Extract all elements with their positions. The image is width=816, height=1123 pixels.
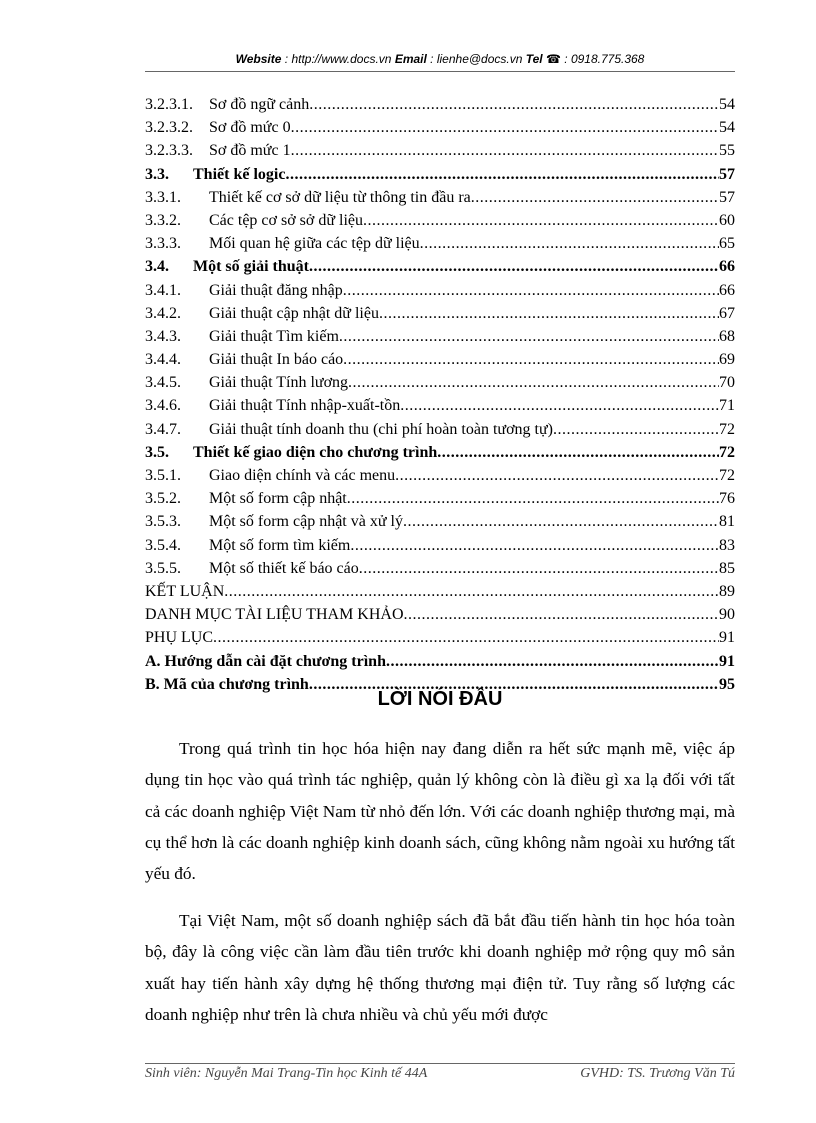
toc-entry-number: 3.4.1. [145, 281, 181, 299]
toc-dot-leader [213, 626, 719, 649]
toc-dot-leader [309, 93, 719, 116]
toc-entry-number: 3.5. [145, 443, 169, 461]
toc-entry-page: 72 [719, 467, 735, 484]
toc-entry-number: 3.3.1. [145, 188, 181, 206]
toc-dot-leader [471, 186, 719, 209]
toc-entry-page: 66 [719, 258, 735, 276]
toc-entry-title: Giải thuật đăng nhập [209, 281, 343, 299]
toc-entry-page: 71 [719, 397, 735, 415]
tel-value: : 0918.775.368 [560, 52, 645, 66]
page-footer [145, 1066, 735, 1082]
toc-entry-page: 83 [719, 536, 735, 554]
toc-entry-number: 3.3. [145, 165, 169, 183]
toc-entry-number: 3.4.5. [145, 374, 181, 392]
toc-entry[interactable] [145, 487, 735, 510]
toc-entry-page: 54 [719, 119, 735, 137]
toc-entry[interactable] [145, 163, 735, 186]
footer-divider [145, 1063, 735, 1064]
toc-dot-leader [347, 487, 719, 510]
toc-entry-number: 3.4.7. [145, 420, 181, 438]
preface-paragraph-2: Tại Việt Nam, một số doanh nghiệp sách đã bắt đầu tiến hành tin học hóa toàn bộ, đây là công việc cần làm đầu tiên trước khi doanh nghiệp mở rộng quy mô sản xuất hay tiến hành xây dựng hệ thống thương mại điện tử. Tuy rằng số lượng các doanh nghiệp như trên là chưa nhiều và chủ yếu mới được [145, 911, 735, 1024]
toc-entry-title: Sơ đồ mức 1 [209, 142, 291, 160]
toc-entry-page: 95 [719, 675, 735, 693]
toc-entry-page: 91 [719, 629, 735, 647]
toc-entry-title: Một số form tìm kiếm [209, 536, 351, 554]
toc-entry-number: 3.3.3. [145, 235, 181, 253]
toc-dot-leader [553, 418, 719, 441]
toc-entry[interactable] [145, 279, 735, 302]
toc-entry-page: 72 [719, 420, 735, 438]
toc-entry-page: 60 [719, 211, 735, 229]
toc-entry[interactable] [145, 650, 735, 673]
table-of-contents [145, 93, 735, 696]
toc-dot-leader [379, 302, 719, 325]
toc-entry-number: 3.5.3. [145, 513, 181, 531]
toc-entry[interactable] [145, 510, 735, 533]
email-label: Email [394, 52, 427, 66]
toc-dot-leader [363, 209, 719, 232]
toc-entry-page: 70 [719, 374, 735, 392]
toc-entry-title: Giải thuật tính doanh thu (chi phí hoàn toàn tương tự) [209, 420, 553, 438]
toc-entry[interactable] [145, 209, 735, 232]
toc-dot-leader [403, 510, 719, 533]
toc-entry[interactable] [145, 418, 735, 441]
toc-entry[interactable] [145, 93, 735, 116]
toc-entry-page: 65 [719, 235, 735, 253]
toc-entry-page: 68 [719, 327, 735, 345]
toc-dot-leader [386, 650, 719, 673]
toc-entry[interactable] [145, 139, 735, 162]
toc-entry[interactable] [145, 325, 735, 348]
toc-entry-number: 3.2.3.2. [145, 119, 193, 137]
preface-title: LỜI NÓI ĐẦU [377, 688, 503, 710]
toc-entry-title: Giải thuật Tính nhập-xuất-tồn [209, 397, 401, 415]
toc-entry-number: 3.4.6. [145, 397, 181, 415]
toc-entry-number: 3.4.2. [145, 304, 181, 322]
toc-entry-number: 3.4. [145, 258, 169, 276]
toc-entry-number: 3.5.2. [145, 490, 181, 508]
toc-entry[interactable] [145, 441, 735, 464]
footer-advisor: GVHD: TS. Trương Văn Tú [580, 1066, 735, 1081]
toc-dot-leader [291, 116, 719, 139]
toc-entry[interactable] [145, 186, 735, 209]
toc-entry-title: Một số form cập nhật [209, 490, 347, 508]
toc-entry-title: PHỤ LỤC [145, 629, 214, 647]
toc-entry-title: Giao diện chính và các menu [209, 467, 396, 484]
toc-entry[interactable] [145, 626, 735, 649]
toc-dot-leader [343, 279, 719, 302]
toc-entry-page: 89 [719, 582, 735, 600]
toc-entry-title: Một số form cập nhật và xử lý [209, 513, 403, 531]
toc-entry[interactable] [145, 534, 735, 557]
toc-dot-leader [404, 603, 719, 626]
toc-entry-title: Sơ đồ mức 0 [209, 119, 291, 137]
toc-entry-page: 72 [719, 443, 735, 461]
toc-entry-page: 81 [719, 513, 735, 531]
toc-entry-page: 67 [719, 304, 735, 322]
toc-entry[interactable] [145, 348, 735, 371]
toc-dot-leader [309, 255, 719, 278]
toc-entry-page: 57 [719, 165, 735, 183]
toc-entry-number: 3.4.4. [145, 351, 181, 369]
toc-dot-leader [339, 325, 719, 348]
toc-entry-page: 66 [719, 281, 735, 299]
toc-entry-title: Mối quan hệ giữa các tệp dữ liệu [209, 235, 420, 253]
toc-entry-number: 3.2.3.3. [145, 142, 193, 160]
footer-student: Sinh viên: Nguyễn Mai Trang-Tin học Kinh tế 44A [145, 1066, 428, 1081]
toc-entry[interactable] [145, 371, 735, 394]
toc-entry-title: A. Hướng dẫn cài đặt chương trình [145, 652, 386, 670]
toc-entry-number: 3.5.5. [145, 559, 181, 577]
email-value: : lienhe@docs.vn [426, 52, 526, 66]
toc-entry[interactable] [145, 603, 735, 626]
toc-entry-page: 85 [719, 559, 735, 577]
toc-dot-leader [437, 441, 719, 464]
page-header [145, 52, 735, 66]
toc-entry[interactable] [145, 394, 735, 417]
toc-dot-leader [343, 348, 719, 371]
toc-entry-title: Giải thuật cập nhật dữ liệu [209, 304, 379, 322]
toc-entry-title: Giải thuật Tính lương [209, 374, 349, 392]
toc-entry-title: Giải thuật Tìm kiếm [209, 327, 339, 345]
toc-dot-leader [395, 464, 719, 487]
toc-entry-title: Giải thuật In báo cáo [209, 351, 344, 369]
toc-dot-leader [400, 394, 719, 417]
toc-entry-title: B. Mã của chương trình [145, 675, 309, 693]
toc-entry-number: 3.4.3. [145, 327, 181, 345]
toc-entry-page: 91 [719, 652, 735, 670]
toc-entry-title: Sơ đồ ngữ cảnh [209, 96, 310, 113]
toc-entry-number: 3.2.3.1. [145, 96, 193, 113]
toc-dot-leader [350, 534, 719, 557]
toc-entry-title: Thiết kế cơ sở dữ liệu từ thông tin đầu ra [209, 188, 471, 206]
toc-entry-page: 54 [719, 96, 735, 113]
toc-entry-title: KẾT LUẬN [145, 582, 225, 600]
toc-entry-page: 90 [719, 606, 735, 624]
toc-entry-page: 69 [719, 351, 735, 369]
toc-entry-page: 55 [719, 142, 735, 160]
toc-entry-title: Các tệp cơ sở sở dữ liệu [209, 211, 364, 229]
preface-paragraph-1: Trong quá trình tin học hóa hiện nay đang diễn ra hết sức mạnh mẽ, việc áp dụng tin học vào quá trình tác nghiệp, quản lý không còn là điều gì xa lạ đối với tất cả các doanh nghiệp Việt Nam từ nhỏ đến lớn. Với các doanh nghiệp thương mại, mà cụ thể hơn là các doanh nghiệp kinh doanh sách, cũng không nằm ngoài xu hướng tất yếu đó. [145, 739, 735, 884]
toc-entry[interactable] [145, 116, 735, 139]
toc-entry-number: 3.3.2. [145, 211, 181, 229]
website-value: : http://www.docs.vn [281, 52, 395, 66]
header-divider [145, 71, 735, 72]
toc-entry-page: 76 [719, 490, 735, 508]
toc-dot-leader [420, 232, 719, 255]
toc-entry-number: 3.5.1. [145, 467, 181, 484]
toc-dot-leader [291, 139, 719, 162]
toc-dot-leader [359, 557, 719, 580]
toc-entry-title: Một số giải thuật [193, 258, 309, 276]
toc-dot-leader [224, 580, 719, 603]
toc-entry[interactable] [145, 302, 735, 325]
toc-dot-leader [348, 371, 719, 394]
toc-entry-page: 57 [719, 188, 735, 206]
toc-entry-title: Một số thiết kế báo cáo [209, 559, 359, 577]
toc-entry[interactable] [145, 232, 735, 255]
toc-entry[interactable] [145, 557, 735, 580]
toc-entry[interactable] [145, 255, 735, 278]
toc-entry-title: Thiết kế logic [193, 165, 286, 183]
toc-entry[interactable] [145, 580, 735, 603]
website-label: Website [235, 52, 282, 66]
tel-label: Tel ☎ [525, 52, 561, 66]
toc-entry-title: DANH MỤC TÀI LIỆU THAM KHẢO [145, 606, 404, 624]
toc-entry-number: 3.5.4. [145, 536, 181, 554]
toc-entry[interactable] [145, 464, 735, 487]
toc-entry-title: Thiết kế giao diện cho chương trình [193, 443, 438, 461]
toc-dot-leader [285, 163, 719, 186]
